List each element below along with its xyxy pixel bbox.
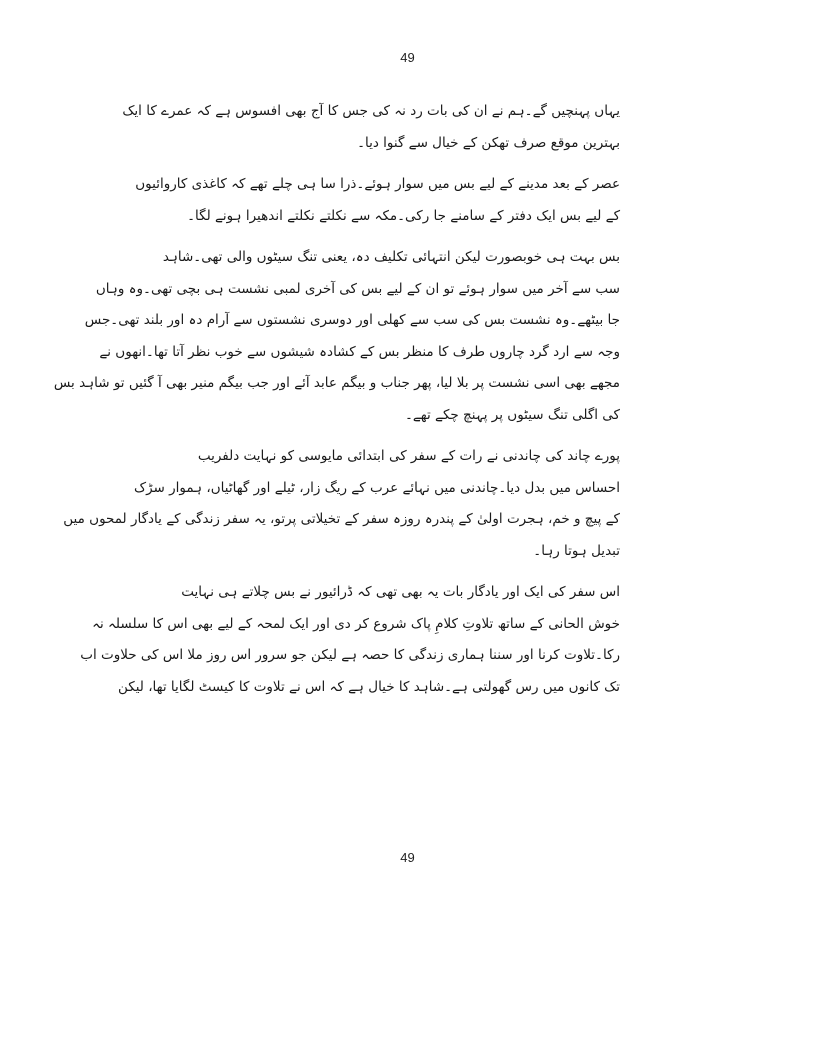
paragraph	[135, 169, 620, 232]
text-line: عصر کے بعد مدینے کے لیے بس میں سوار ہوئے۔ذرا سا ہی چلے تھے کہ کاغذی کاروائیوں	[135, 176, 620, 192]
text-line: سب سے آخر میں سوار ہوئے تو ان کے لیے بس کی آخری لمبی نشست ہی بچی تھی۔وہ وہاں	[95, 280, 620, 297]
text-line: جا بیٹھے۔وہ نشست بس کی سب سے کھلی اور دوسری نشستوں سے آرام دہ اور بلند تھی۔جس	[84, 312, 620, 328]
body-text	[53, 96, 620, 713]
text-line: یہاں پہنچیں گے۔ہم نے ان کی بات رد نہ کی جس کا آج بھی افسوس ہے کہ عمرے کا ایک	[122, 103, 620, 119]
text-line: وجہ سے ارد گرد چاروں طرف کا منظر بس کے کشادہ شیشوں سے خوب نظر آتا تھا۔انھوں نے	[99, 343, 620, 360]
text-line: کی اگلی تنگ سیٹوں پر پہنچ چکے تھے۔	[404, 406, 620, 423]
text-line: بس بہت ہی خوبصورت لیکن انتہائی تکلیف دہ، یعنی تنگ سیٹوں والی تھی۔شاہد	[162, 249, 620, 265]
paragraph	[53, 242, 620, 431]
paragraph	[80, 577, 620, 703]
paragraph	[63, 441, 620, 567]
text-line: مجھے بھی اسی نشست پر بلا لیا، پھر جناب و بیگم عابد آئے اور جب بیگم منیر بھی آ گئیں تو شاہد بس	[53, 375, 620, 391]
paragraph	[122, 96, 620, 159]
text-line: تبدیل ہوتا رہا۔	[533, 542, 620, 559]
text-line: کے لیے بس ایک دفتر کے سامنے جا رکی۔مکہ سے نکلتے نکلتے اندھیرا ہونے لگا۔	[187, 207, 620, 224]
text-line: تک کانوں میں رس گھولتی ہے۔شاہد کا خیال ہے کہ اس نے تلاوت کا کیسٹ لگایا تھا، لیکن	[117, 678, 620, 695]
text-line: احساس میں بدل دیا۔چاندنی میں نہائے عرب کے ریگ زار، ٹیلے اور گھاٹیاں، ہموار سڑک	[133, 479, 620, 496]
text-line: کے پیچ و خم، ہجرت اولیٰ کے پندرہ روزہ سفر کے تخیلاتی پرتو، یہ سفر زندگی کے یادگار لمحوں میں	[63, 511, 620, 527]
page-number-top: 49	[400, 50, 415, 65]
text-line: پورے چاند کی چاندنی نے رات کے سفر کی ابتدائی مایوسی کو نہایت دلفریب	[197, 448, 620, 464]
text-line: خوش الحانی کے ساتھ تلاوتِ کلامِ پاک شروع کر دی اور ایک لمحہ کے لیے بھی اس کا سلسلہ نہ	[92, 615, 620, 632]
text-line: اس سفر کی ایک اور یادگار بات یہ بھی تھی کہ ڈرائیور نے بس چلاتے ہی نہایت	[181, 584, 620, 600]
page-number-bottom: 49	[400, 850, 415, 865]
text-line: رکا۔تلاوت کرنا اور سننا ہماری زندگی کا حصہ ہے لیکن جو سرور اس روز ملا اس کی حلاوت اب	[80, 647, 620, 663]
text-line: بہترین موقع صرف تھکن کے خیال سے گنوا دیا۔	[357, 134, 620, 151]
